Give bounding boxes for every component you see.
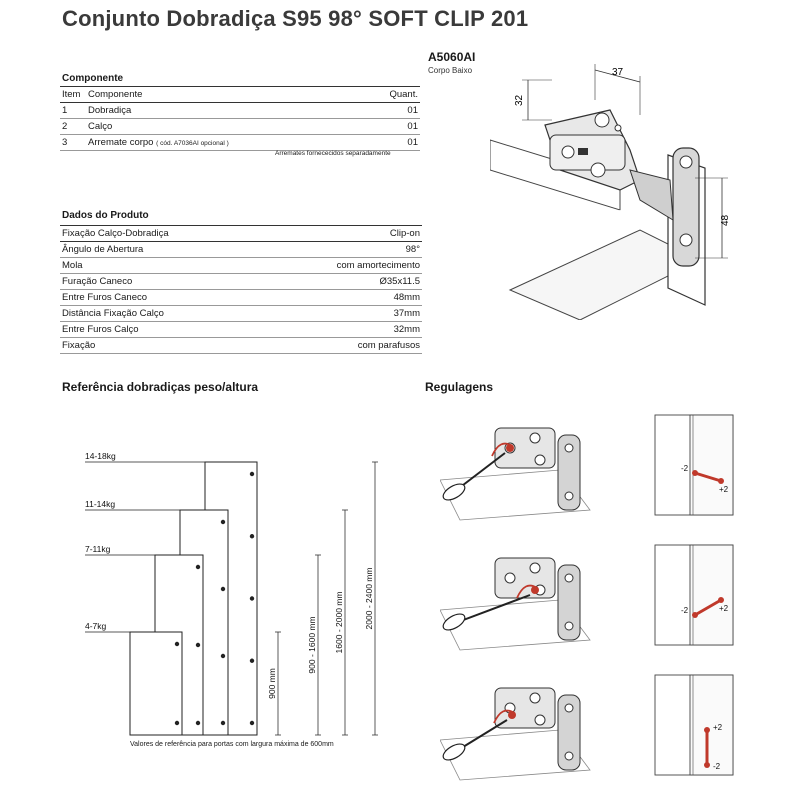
row-component: Arremate corpo (88, 137, 154, 148)
data-label: Fixação Calço-Dobradiça (60, 226, 262, 242)
data-label: Fixação (60, 338, 262, 354)
hinge-dot (250, 721, 254, 725)
table-row (60, 306, 422, 322)
row-item: 3 (60, 135, 86, 151)
adjustments-illustrations (440, 400, 790, 790)
arrow-head (718, 478, 724, 484)
hinge-screw (530, 433, 540, 443)
data-label: Ângulo de Abertura (60, 242, 262, 258)
row-component: Dobradiça (86, 103, 359, 119)
product-data-table (60, 225, 422, 354)
plate-hole (565, 444, 573, 452)
data-label: Mola (60, 258, 262, 274)
table-row (60, 103, 420, 119)
data-label: Entre Furos Calço (60, 322, 262, 338)
door-panel-sketch (690, 415, 733, 515)
height-label: 900 - 1600 mm (307, 616, 317, 674)
arrow-head (692, 470, 698, 476)
reference-chart (60, 440, 390, 750)
table-row (60, 322, 422, 338)
hinge-body (495, 428, 555, 468)
hinge-dot (250, 534, 254, 538)
plate-hole (565, 752, 573, 760)
data-label: Entre Furos Caneco (60, 290, 262, 306)
row-qty: 01 (359, 135, 420, 151)
plate-hole-bottom (680, 234, 692, 246)
hinge-screw (505, 573, 515, 583)
product-data-section-title: Dados do Produto (62, 210, 149, 221)
adjust-plus-label: +2 (713, 723, 723, 732)
product-code: A5060AI (428, 50, 476, 64)
row-component-with-note (86, 135, 359, 151)
hinge-dot (196, 565, 200, 569)
hinge-technical-drawing (490, 60, 790, 320)
hinge-screw (535, 715, 545, 725)
row-component: Calço (86, 119, 359, 135)
plate-hole (565, 492, 573, 500)
row-qty: 01 (359, 119, 420, 135)
page-title: Conjunto Dobradiça S95 98° SOFT CLIP 201 (62, 6, 529, 31)
data-value: 32mm (262, 322, 422, 338)
data-value: 37mm (262, 306, 422, 322)
adjust-plus-label: +2 (719, 485, 729, 494)
hinge-dot (196, 721, 200, 725)
data-label: Furação Caneco (60, 274, 262, 290)
hinge-dot (221, 520, 225, 524)
door-front (130, 632, 182, 735)
col-item-header: Item (60, 87, 86, 103)
hinge-screw (530, 563, 540, 573)
adjust-plus-label: +2 (719, 604, 729, 613)
hinge-dot (175, 642, 179, 646)
dim-37-label: 37 (612, 67, 624, 78)
adjust-minus-label: -2 (713, 762, 721, 771)
dim-48-label: 48 (720, 214, 731, 226)
hinge-dot (221, 587, 225, 591)
row-item: 1 (60, 103, 86, 119)
dim-32-label: 32 (514, 94, 525, 106)
row-item: 2 (60, 119, 86, 135)
table-row (60, 258, 422, 274)
weight-label: 4-7kg (85, 621, 107, 631)
hinge-screw (535, 455, 545, 465)
hinge-dot (221, 721, 225, 725)
arrow-head (704, 762, 710, 768)
data-value: 98° (262, 242, 422, 258)
components-header-row (60, 87, 420, 103)
adjust-minus-label: -2 (681, 606, 689, 615)
data-value: 48mm (262, 290, 422, 306)
table-row (60, 242, 422, 258)
data-value: Ø35x11.5 (262, 274, 422, 290)
weight-label: 7-11kg (85, 544, 111, 554)
arrow-head (704, 727, 710, 733)
components-section-title: Componente (62, 73, 124, 84)
plate-hole (565, 704, 573, 712)
height-label: 900 mm (267, 668, 277, 699)
arrow-head (692, 612, 698, 618)
plate-hole (565, 622, 573, 630)
plate-hole (565, 574, 573, 582)
hinge-dot (221, 654, 225, 658)
reference-note: Valores de referência para portas com largura máxima de 600mm (130, 741, 334, 748)
reference-section-title: Referência dobradiças peso/altura (62, 380, 259, 394)
data-value: Clip-on (262, 226, 422, 242)
plate-hole-top (680, 156, 692, 168)
col-qty-header: Quant. (359, 87, 420, 103)
table-row (60, 274, 422, 290)
components-note: Arremates fornececidos separadamente (275, 150, 391, 157)
data-value: com amortecimento (262, 258, 422, 274)
weight-label: 11-14kg (85, 499, 116, 509)
hinge-dot (250, 659, 254, 663)
hinge-dot (250, 472, 254, 476)
adjustments-section-title: Regulagens (425, 380, 494, 394)
table-row (60, 119, 420, 135)
table-row (60, 338, 422, 354)
table-row (60, 226, 422, 242)
row-qty: 01 (359, 103, 420, 119)
height-label: 1600 - 2000 mm (334, 591, 344, 654)
product-subtitle: Corpo Baixo (428, 66, 473, 75)
table-row (60, 135, 420, 151)
hinge-dot (196, 643, 200, 647)
hinge-cup-link (630, 170, 673, 220)
hinge-dot (250, 596, 254, 600)
door-panel-sketch (690, 545, 733, 645)
height-label: 2000 - 2400 mm (364, 567, 374, 630)
col-component-header: Componente (86, 87, 359, 103)
hinge-screw (530, 693, 540, 703)
components-table (60, 86, 420, 151)
adjust-minus-label: -2 (681, 464, 689, 473)
door-panel-sketch (690, 675, 733, 775)
hinge-body (495, 558, 555, 598)
weight-label: 14-18kg (85, 451, 116, 461)
data-value: com parafusos (262, 338, 422, 354)
hinge-dot (175, 721, 179, 725)
arrow-head (718, 597, 724, 603)
data-label: Distância Fixação Calço (60, 306, 262, 322)
row-component-extra: ( cód. A7036AI opcional ) (156, 140, 229, 147)
table-row (60, 290, 422, 306)
